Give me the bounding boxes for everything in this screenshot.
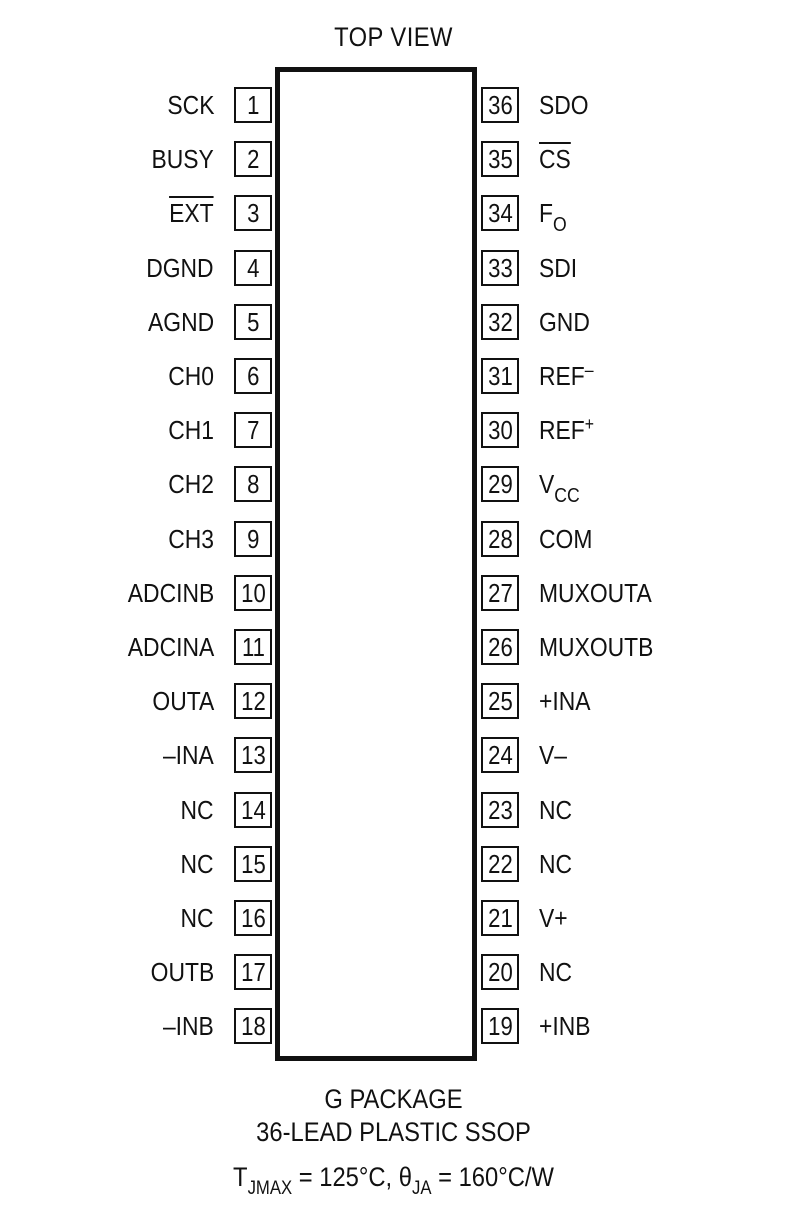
- pin-label: [163, 1008, 214, 1044]
- pin-name: NC: [539, 957, 573, 987]
- pin-number: 7: [246, 415, 260, 445]
- pin-name: NC: [180, 795, 214, 825]
- pin-number: 2: [246, 144, 260, 174]
- pin-label: [167, 87, 214, 123]
- pin-number-box: [234, 87, 272, 123]
- pin-label: [181, 900, 214, 936]
- pin-name: AGND: [147, 307, 214, 337]
- pin-name: CH3: [168, 524, 214, 554]
- pin-label: [539, 358, 594, 394]
- pin-label: [539, 1008, 591, 1044]
- pin-label: [539, 792, 572, 828]
- pin-name: SDO: [539, 90, 589, 120]
- pin-number: 21: [487, 903, 513, 933]
- pin-number: 18: [240, 1011, 266, 1041]
- pin-number-box: [234, 1008, 272, 1044]
- pin-number: 27: [487, 578, 513, 608]
- pin-label: [152, 141, 214, 177]
- pin-label: [539, 954, 572, 990]
- pin-name: $\overline{EXT}$: [169, 198, 214, 228]
- pin-number-box: [234, 900, 272, 936]
- pin-number-box: [481, 141, 519, 177]
- pin-label: [152, 683, 214, 719]
- pin-name: BUSY: [151, 144, 214, 174]
- pin-number: 12: [240, 686, 266, 716]
- theta-value: = 160°C/W: [431, 1162, 554, 1192]
- pin-number-box: [481, 358, 519, 394]
- pin-number: 14: [240, 795, 266, 825]
- pin-label: [539, 466, 580, 507]
- chip-body: [275, 67, 477, 1061]
- pin-number: 32: [487, 307, 513, 337]
- pin-number-box: [481, 683, 519, 719]
- pin-number: 19: [487, 1011, 513, 1041]
- pin-number-box: [481, 575, 519, 611]
- pin-label: [168, 521, 214, 557]
- pin-number-box: [481, 304, 519, 340]
- pin-name: ADCINA: [127, 632, 214, 662]
- pin-label: [539, 87, 589, 123]
- pin-name: MUXOUTA: [539, 578, 652, 608]
- pin-number-box: [481, 521, 519, 557]
- package-name: G PACKAGE: [324, 1084, 463, 1114]
- pin-label: [539, 575, 652, 611]
- package-description: 36-LEAD PLASTIC SSOP: [256, 1117, 531, 1147]
- pin-number: 4: [246, 253, 260, 283]
- pin-name: SCK: [166, 90, 214, 120]
- pin-label: [539, 141, 571, 177]
- pin-number-box: [234, 195, 272, 231]
- tjmax-value: = 125°C,: [292, 1162, 399, 1192]
- pin-number-box: [234, 683, 272, 719]
- pin-label: [539, 195, 567, 236]
- pin-label: [539, 900, 568, 936]
- theta-symbol: θ: [398, 1162, 412, 1192]
- pin-name-subscript: O: [552, 214, 567, 236]
- pin-number-box: [234, 846, 272, 882]
- pin-name: +INA: [539, 686, 591, 716]
- pin-name: OUTA: [152, 686, 214, 716]
- pin-number: 17: [240, 957, 266, 987]
- pin-label: [150, 954, 214, 990]
- pin-number: 34: [487, 198, 513, 228]
- pin-label: [168, 358, 214, 394]
- pin-name: CH1: [168, 415, 214, 445]
- pin-label: [539, 683, 591, 719]
- pin-number: 31: [487, 361, 513, 391]
- pin-name: SDI: [539, 253, 578, 283]
- pin-number: 13: [240, 740, 266, 770]
- pin-number: 20: [487, 957, 513, 987]
- pin-number-box: [234, 792, 272, 828]
- pin-number: 5: [246, 307, 260, 337]
- pin-number: 22: [487, 849, 513, 879]
- pin-number: 6: [246, 361, 260, 391]
- pin-label: [539, 250, 577, 286]
- pin-number-box: [234, 358, 272, 394]
- pin-number: 35: [487, 144, 513, 174]
- pin-number: 30: [487, 415, 513, 445]
- pin-name: +INB: [539, 1011, 591, 1041]
- pin-number-box: [481, 737, 519, 773]
- pin-label: [539, 412, 594, 448]
- pin-name: NC: [180, 903, 214, 933]
- pin-number: 29: [487, 469, 513, 499]
- pin-number-box: [481, 629, 519, 665]
- pin-number-box: [234, 521, 272, 557]
- pin-number-box: [481, 412, 519, 448]
- pin-name-superscript: –: [584, 360, 594, 380]
- pin-number: 11: [241, 632, 265, 662]
- pin-number-box: [481, 466, 519, 502]
- pin-name: V: [539, 469, 555, 499]
- pin-name: REF: [539, 361, 585, 391]
- pin-name: ADCINB: [127, 578, 214, 608]
- tjmax-subscript: JMAX: [247, 1178, 293, 1199]
- pin-label: [168, 412, 214, 448]
- pin-number-box: [481, 954, 519, 990]
- pin-name: DGND: [146, 253, 214, 283]
- pin-number: 25: [487, 686, 513, 716]
- pin-number-box: [234, 466, 272, 502]
- pin-number: 15: [240, 849, 266, 879]
- pin-number: 23: [487, 795, 513, 825]
- pin-label: [539, 521, 592, 557]
- pin-number-box: [481, 195, 519, 231]
- pin-label: [128, 629, 214, 665]
- pin-number-box: [234, 412, 272, 448]
- pin-name: –INB: [163, 1011, 214, 1041]
- pin-label: [169, 195, 214, 231]
- pin-name: –INA: [163, 740, 214, 770]
- pin-label: [181, 846, 214, 882]
- pin-name: V–: [539, 740, 567, 770]
- pin-label: [539, 737, 567, 773]
- pin-number: 33: [487, 253, 513, 283]
- pin-number: 10: [240, 578, 266, 608]
- pin-name: REF: [539, 415, 585, 445]
- pin-name: COM: [539, 524, 593, 554]
- pin-name: V+: [539, 903, 568, 933]
- pin-label: [128, 575, 214, 611]
- pin-name-subscript: CC: [554, 485, 580, 507]
- pin-number-box: [481, 846, 519, 882]
- pin-number: 24: [487, 740, 513, 770]
- pin-number: 28: [487, 524, 513, 554]
- pin-name: F: [539, 198, 553, 228]
- pin-number-box: [234, 575, 272, 611]
- pin-number-box: [234, 250, 272, 286]
- pin-label: [148, 304, 214, 340]
- pin-name: CH0: [168, 361, 214, 391]
- pin-number: 8: [246, 469, 260, 499]
- pin-number: 9: [246, 524, 260, 554]
- pin-name: NC: [539, 849, 573, 879]
- pin-number-box: [234, 141, 272, 177]
- pin-name: $\overline{CS}$: [539, 144, 571, 174]
- pin-label: [539, 304, 590, 340]
- pin-name: CH2: [168, 469, 214, 499]
- pin-name: GND: [539, 307, 590, 337]
- pin-name: NC: [180, 849, 214, 879]
- pin-number: 3: [246, 198, 260, 228]
- pin-name-superscript: +: [584, 414, 595, 434]
- pin-label: [539, 846, 572, 882]
- tjmax-symbol: T: [233, 1162, 248, 1192]
- pin-number: 26: [487, 632, 513, 662]
- pin-number-box: [481, 87, 519, 123]
- pin-name: OUTB: [150, 957, 214, 987]
- theta-subscript: JA: [411, 1178, 432, 1199]
- pin-label: [539, 629, 653, 665]
- pin-number: 1: [246, 90, 260, 120]
- pin-label: [181, 792, 214, 828]
- pinout-title: TOP VIEW: [334, 22, 453, 52]
- pin-label: [147, 250, 214, 286]
- pin-number: 16: [240, 903, 266, 933]
- pin-number-box: [234, 304, 272, 340]
- pin-number-box: [234, 737, 272, 773]
- pin-name: MUXOUTB: [539, 632, 654, 662]
- pin-name: NC: [539, 795, 573, 825]
- pin-number-box: [481, 1008, 519, 1044]
- pin-number-box: [234, 954, 272, 990]
- pin-number: 36: [487, 90, 513, 120]
- thermal-spec: [47, 1162, 740, 1199]
- pin-number-box: [481, 900, 519, 936]
- pin-number-box: [234, 629, 272, 665]
- pin-number-box: [481, 792, 519, 828]
- pin-label: [168, 466, 214, 502]
- pin-label: [163, 737, 214, 773]
- pin-number-box: [481, 250, 519, 286]
